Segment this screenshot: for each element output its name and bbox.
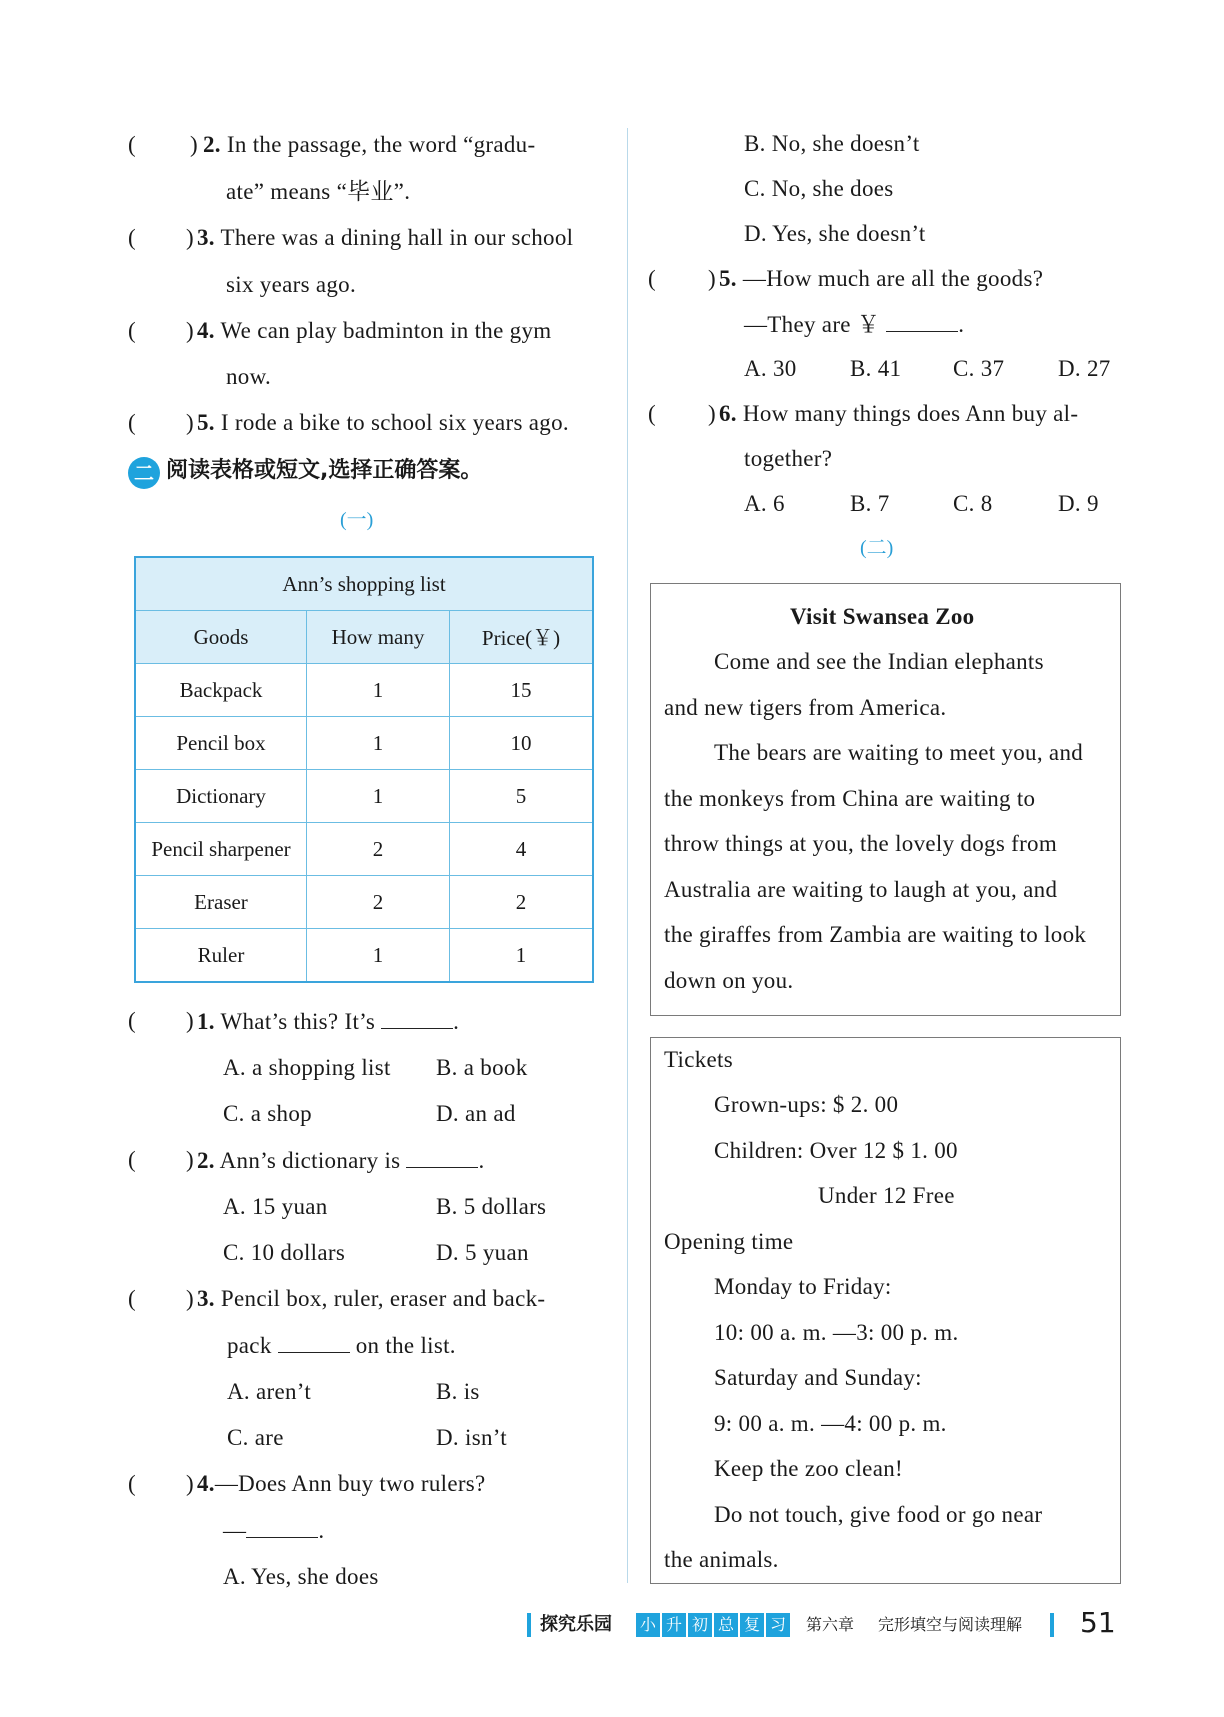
table-cell: Ruler	[135, 929, 307, 983]
answer-paren-open: (	[128, 318, 136, 343]
tickets-line: Under 12 Free	[818, 1183, 955, 1208]
question-stem: together?	[744, 446, 833, 471]
table-row	[135, 876, 593, 929]
zoo-text-line: The bears are waiting to meet you, and	[714, 740, 1084, 765]
table-cell: 1	[450, 929, 594, 983]
table-cell: Pencil box	[135, 717, 307, 770]
option-b: B. 5 dollars	[436, 1194, 547, 1219]
table-caption: Ann’s shopping list	[135, 557, 593, 611]
tickets-line: Do not touch, give food or go near	[714, 1502, 1043, 1527]
column-header: Goods	[135, 611, 307, 664]
answer-paren-open: (	[648, 401, 656, 426]
opening-heading: Opening time	[664, 1229, 794, 1254]
page-number: 51	[1080, 1606, 1116, 1639]
answer-blank	[406, 1145, 478, 1168]
footer-chapter: 第六章	[806, 1615, 855, 1634]
tickets-line: Monday to Friday:	[714, 1274, 892, 1299]
item-text: six years ago.	[226, 272, 357, 297]
part-label-1: (一)	[340, 509, 374, 531]
series-char: 升	[662, 1613, 686, 1637]
table-cell: Dictionary	[135, 770, 307, 823]
reply-dot: .	[318, 1518, 325, 1543]
table-cell: 1	[307, 717, 450, 770]
series-char: 总	[714, 1613, 738, 1637]
question-stem: —How much are all the goods?	[742, 266, 1044, 291]
column-header: How many	[307, 611, 450, 664]
option-c: C. 37	[953, 356, 1005, 381]
answer-paren-open: (	[128, 1008, 136, 1033]
zoo-text-line: throw things at you, the lovely dogs from	[664, 831, 1058, 856]
item-text: There was a dining hall in our school	[220, 225, 574, 250]
question-stem: How many things does Ann buy al-	[742, 401, 1079, 426]
table-row	[135, 929, 593, 983]
table-row	[135, 770, 593, 823]
footer-chapter-title: 完形填空与阅读理解	[878, 1615, 1023, 1634]
question-stem-end: .	[478, 1148, 485, 1173]
table-cell: Pencil sharpener	[135, 823, 307, 876]
table-header-row	[135, 611, 593, 664]
series-char: 小	[636, 1613, 660, 1637]
option-c: C. 8	[953, 491, 993, 516]
table-cell: Backpack	[135, 664, 307, 717]
zoo-text-line: down on you.	[664, 968, 794, 993]
table-cell: 4	[450, 823, 594, 876]
reply-dash: —	[223, 1518, 247, 1543]
question-stem: Ann’s dictionary is	[219, 1148, 401, 1173]
table-cell: 15	[450, 664, 594, 717]
zoo-text-line: the monkeys from China are waiting to	[664, 786, 1036, 811]
option-d: D. 5 yuan	[436, 1240, 529, 1265]
question-number: 6.	[719, 401, 737, 426]
table-cell: 5	[450, 770, 594, 823]
option-d: D. isn’t	[436, 1425, 507, 1450]
question-number: 3.	[197, 1286, 215, 1311]
question-number: 4.	[197, 1471, 215, 1496]
zoo-text-line: Come and see the Indian elephants	[714, 649, 1044, 674]
tickets-line: 10: 00 a. m. —3: 00 p. m.	[714, 1320, 959, 1345]
answer-paren-open: (	[648, 266, 656, 291]
answer-blank	[246, 1515, 318, 1538]
series-char: 习	[766, 1613, 790, 1637]
item-text: ate” means “毕业”.	[226, 179, 411, 204]
shopping-list-table	[134, 556, 594, 983]
answer-paren-close: )	[708, 401, 716, 426]
tickets-line: Grown-ups: $ 2. 00	[714, 1092, 899, 1117]
answer-paren-open: (	[128, 132, 136, 157]
option-d: D. Yes, she doesn’t	[744, 221, 926, 246]
answer-paren-close: )	[190, 132, 198, 157]
answer-paren-open: (	[128, 1286, 136, 1311]
answer-blank	[381, 1006, 453, 1029]
table-cell: Eraser	[135, 876, 307, 929]
zoo-title: Visit Swansea Zoo	[790, 604, 975, 629]
question-stem: on the list.	[355, 1333, 456, 1358]
answer-paren-open: (	[128, 1147, 136, 1172]
section-number-badge: 二	[128, 457, 160, 489]
option-d: D. an ad	[436, 1101, 516, 1126]
option-a: A. aren’t	[227, 1379, 312, 1404]
table-cell: 1	[307, 664, 450, 717]
item-text: now.	[226, 364, 272, 389]
tickets-line: Children: Over 12 $ 1. 00	[714, 1138, 958, 1163]
option-a: A. 15 yuan	[223, 1194, 328, 1219]
answer-paren-open: (	[128, 225, 136, 250]
zoo-text-line: Australia are waiting to laugh at you, and	[664, 877, 1058, 902]
answer-paren-close: )	[186, 1008, 194, 1033]
answer-paren-close: )	[186, 318, 194, 343]
item-number: 4.	[197, 318, 215, 343]
option-b: B. a book	[436, 1055, 528, 1080]
item-text: In the passage, the word “gradu-	[226, 132, 536, 157]
zoo-text-line: the giraffes from Zambia are waiting to look	[664, 922, 1087, 947]
answer-paren-open: (	[128, 1471, 136, 1496]
footer-bar-right	[1050, 1613, 1054, 1637]
option-b: B. 41	[850, 356, 902, 381]
option-b: B. is	[436, 1379, 480, 1404]
table-row	[135, 664, 593, 717]
answer-paren-close: )	[186, 225, 194, 250]
footer-brand: 探究乐园	[540, 1614, 612, 1635]
answer-paren-close: )	[186, 410, 194, 435]
table-row	[135, 823, 593, 876]
option-c: C. a shop	[223, 1101, 312, 1126]
tickets-line: 9: 00 a. m. —4: 00 p. m.	[714, 1411, 947, 1436]
table-caption-row	[135, 557, 593, 611]
question-stem-end: .	[453, 1009, 460, 1034]
option-a: A. 30	[744, 356, 797, 381]
answer-paren-close: )	[186, 1286, 194, 1311]
question-stem: —They are ￥	[744, 312, 881, 337]
tickets-heading: Tickets	[664, 1047, 733, 1072]
option-c: C. No, she does	[744, 176, 894, 201]
table-cell: 1	[307, 770, 450, 823]
option-c: C. are	[227, 1425, 284, 1450]
table-row	[135, 717, 593, 770]
item-text: We can play badminton in the gym	[220, 318, 552, 343]
question-stem: What’s this? It’s	[220, 1009, 376, 1034]
question-number: 5.	[719, 266, 737, 291]
series-char: 初	[688, 1613, 712, 1637]
option-c: C. 10 dollars	[223, 1240, 346, 1265]
table-cell: 1	[307, 929, 450, 983]
table-cell: 2	[307, 823, 450, 876]
answer-paren-close: )	[186, 1471, 194, 1496]
item-number: 2.	[203, 132, 221, 157]
option-d: D. 27	[1058, 356, 1111, 381]
question-stem-end: .	[958, 312, 965, 337]
answer-paren-open: (	[128, 410, 136, 435]
option-b: B. No, she doesn’t	[744, 131, 920, 156]
tickets-line: Keep the zoo clean!	[714, 1456, 903, 1481]
part-label-2: (二)	[860, 537, 894, 559]
option-a: A. 6	[744, 491, 785, 516]
tickets-line: Saturday and Sunday:	[714, 1365, 922, 1390]
question-stem: —Does Ann buy two rulers?	[214, 1471, 486, 1496]
item-text: I rode a bike to school six years ago.	[220, 410, 569, 435]
question-number: 1.	[197, 1009, 215, 1034]
series-char: 复	[740, 1613, 764, 1637]
answer-blank	[886, 309, 958, 332]
column-header: Price(￥)	[450, 611, 594, 664]
footer-series	[636, 1613, 792, 1637]
option-d: D. 9	[1058, 491, 1099, 516]
item-number: 5.	[197, 410, 215, 435]
question-stem: Pencil box, ruler, eraser and back-	[220, 1286, 546, 1311]
section-title: 阅读表格或短文,选择正确答案。	[166, 458, 483, 483]
column-divider	[627, 128, 628, 1583]
tickets-line: the animals.	[664, 1547, 779, 1572]
option-b: B. 7	[850, 491, 890, 516]
table-cell: 2	[307, 876, 450, 929]
question-stem: pack	[227, 1333, 272, 1358]
answer-paren-close: )	[708, 266, 716, 291]
answer-paren-close: )	[186, 1147, 194, 1172]
footer-bar-left	[527, 1613, 531, 1637]
table-cell: 10	[450, 717, 594, 770]
table-cell: 2	[450, 876, 594, 929]
question-number: 2.	[197, 1148, 215, 1173]
answer-blank	[278, 1330, 350, 1353]
zoo-text-line: and new tigers from America.	[664, 695, 947, 720]
option-a: A. Yes, she does	[223, 1564, 379, 1589]
option-a: A. a shopping list	[223, 1055, 391, 1080]
item-number: 3.	[197, 225, 215, 250]
